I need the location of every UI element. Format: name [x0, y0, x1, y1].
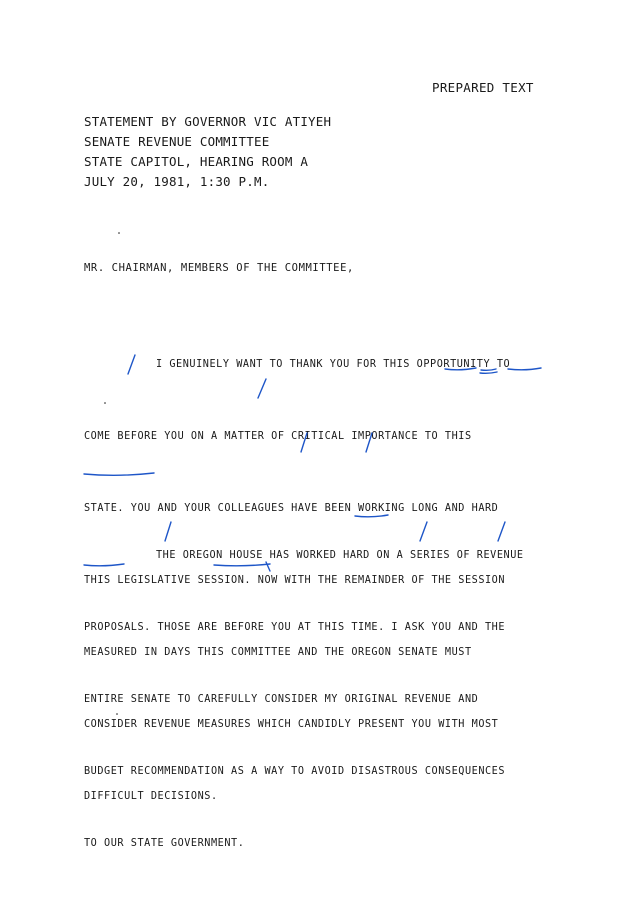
statement-header — [84, 112, 331, 192]
paragraph-2 — [84, 496, 524, 904]
underline-mark — [508, 368, 541, 370]
prepared-text-label: PREPARED TEXT — [432, 80, 534, 95]
paragraph-line: DIFFICULT DECISIONS. — [84, 791, 218, 802]
paragraph-line: STATE. YOU AND YOUR COLLEAGUES HAVE BEEN WORKING LONG AND HARD — [84, 503, 499, 514]
paper-speck — [118, 232, 120, 234]
header-date: JULY 20, 1981, 1:30 P.M. — [84, 174, 270, 189]
header-title: STATEMENT BY GOVERNOR VIC ATIYEH — [84, 114, 332, 129]
paragraph-line: CONSIDER REVENUE MEASURES WHICH CANDIDLY PRESENT YOU WITH MOST — [84, 719, 499, 730]
salutation: MR. CHAIRMAN, MEMBERS OF THE COMMITTEE, — [84, 262, 354, 274]
paragraph-line: MEASURED IN DAYS THIS COMMITTEE AND THE OREGON SENATE MUST — [84, 647, 472, 658]
paragraph-line: COME BEFORE YOU ON A MATTER OF CRITICAL IMPORTANCE TO THIS — [84, 431, 472, 442]
paragraph-line: THE OREGON HOUSE HAS WORKED HARD ON A SERIES OF REVENUE — [156, 550, 524, 561]
paragraph-line: BUDGET RECOMMENDATION AS A WAY TO AVOID DISASTROUS CONSEQUENCES — [84, 766, 506, 777]
paper-speck — [104, 402, 106, 404]
paper-speck — [116, 713, 118, 715]
paragraph-line: THIS LEGISLATIVE SESSION. NOW WITH THE REMAINDER OF THE SESSION — [84, 575, 506, 586]
paragraph-line: TO OUR STATE GOVERNMENT. — [84, 838, 245, 849]
header-committee: SENATE REVENUE COMMITTEE — [84, 134, 270, 149]
paragraph-line: I GENUINELY WANT TO THANK YOU FOR THIS OPPORTUNITY TO — [156, 359, 511, 370]
paragraph-line: ENTIRE SENATE TO CAREFULLY CONSIDER MY ORIGINAL REVENUE AND — [84, 694, 479, 705]
paragraph-line: PROPOSALS. THOSE ARE BEFORE YOU AT THIS TIME. I ASK YOU AND THE — [84, 622, 506, 633]
header-location: STATE CAPITOL, HEARING ROOM A — [84, 154, 309, 169]
